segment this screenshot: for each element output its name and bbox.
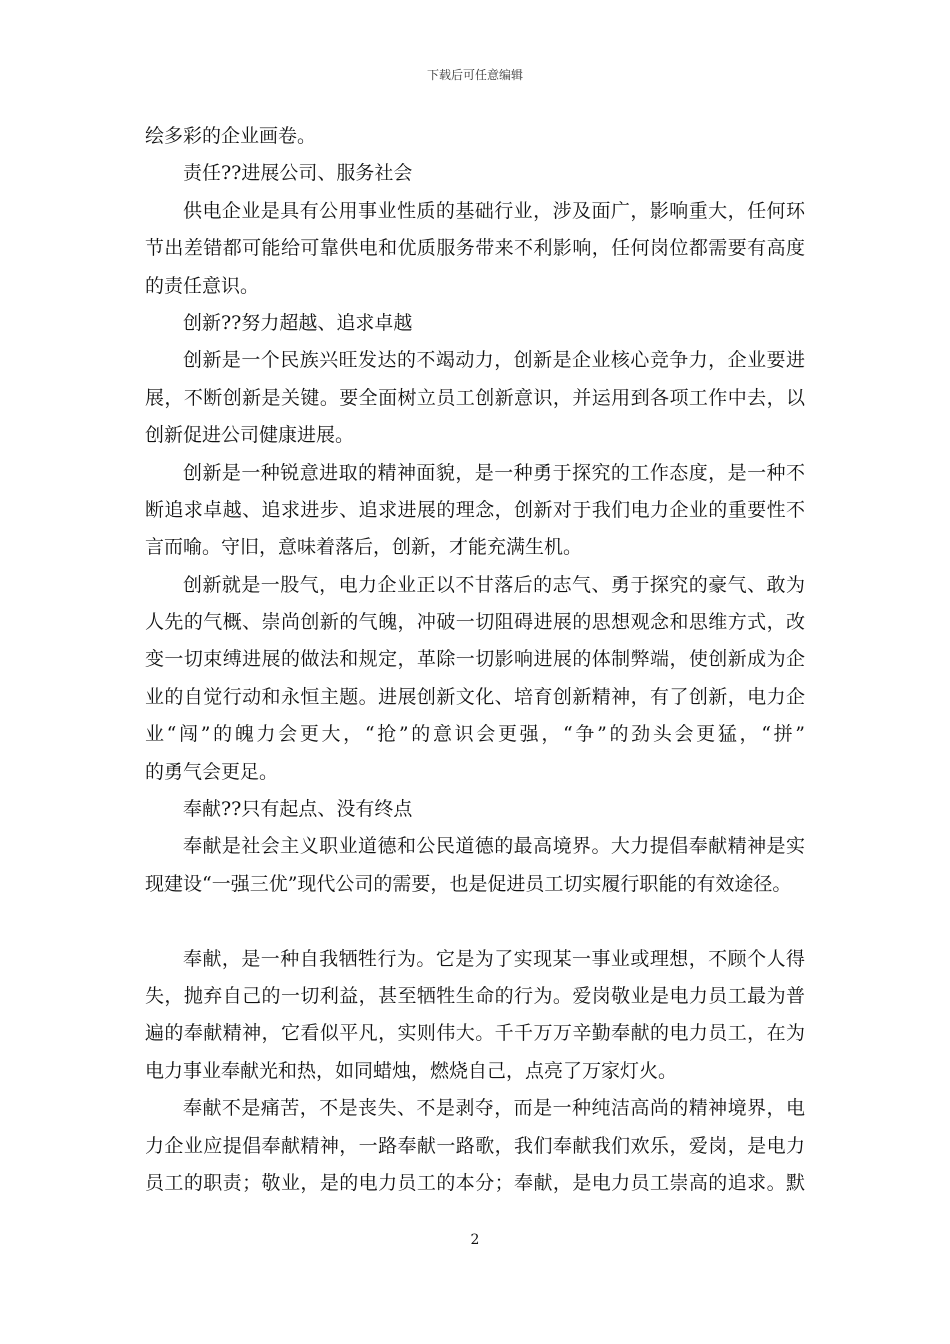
paragraph-line: 展，不断创新是关键。要全面树立员工创新意识，并运用到各项工作中去，以 bbox=[145, 386, 805, 409]
paragraph-line: 的勇气会更足。 bbox=[145, 760, 279, 783]
paragraph-line: 供电企业是具有公用事业性质的基础行业，涉及面广，影响重大，任何环 bbox=[183, 199, 805, 222]
paragraph-line: 遍的奉献精神，它看似平凡，实则伟大。千千万万辛勤奉献的电力员工，在为 bbox=[145, 1022, 805, 1045]
paragraph-line: 人先的气概、崇尚创新的气魄，冲破一切阻碍进展的思想观念和思维方式，改 bbox=[145, 611, 805, 634]
page-number: 2 bbox=[470, 1232, 480, 1248]
paragraph-line: 失，抛弃自己的一切利益，甚至牺牲生命的行为。爱岗敬业是电力员工最为普 bbox=[145, 984, 805, 1007]
paragraph-line: 言而喻。守旧，意味着落后，创新，才能充满生机。 bbox=[145, 536, 583, 559]
paragraph-line: 业的自觉行动和永恒主题。进展创新文化、培育创新精神，有了创新，电力企 bbox=[145, 685, 805, 708]
paragraph-line: 的责任意识。 bbox=[145, 274, 260, 297]
paragraph-line: 力企业应提倡奉献精神，一路奉献一路歌，我们奉献我们欢乐，爱岗，是电力 bbox=[145, 1134, 805, 1157]
paragraph-spacer bbox=[145, 903, 805, 940]
paragraph-line: 员工的职责；敬业，是的电力员工的本分；奉献，是电力员工崇高的追求。默 bbox=[145, 1171, 805, 1194]
paragraph-line: 电力事业奉献光和热，如同蜡烛，燃烧自己，点亮了万家灯火。 bbox=[145, 1059, 678, 1082]
page-header: 下载后可任意编辑 bbox=[426, 68, 523, 82]
paragraph-line: 奉献是社会主义职业道德和公民道德的最高境界。大力提倡奉献精神是实 bbox=[183, 835, 805, 858]
paragraph-line: 业“闯”的魄力会更大，“抢”的意识会更强，“争”的劲头会更猛，“拼” bbox=[145, 723, 805, 746]
paragraph-line: 断追求卓越、追求进步、追求进展的理念，创新对于我们电力企业的重要性不 bbox=[145, 498, 805, 521]
paragraph-line: 创新是一个民族兴旺发达的不竭动力，创新是企业核心竞争力，企业要进 bbox=[183, 349, 805, 372]
section-heading-innovation: 创新??努力超越、追求卓越 bbox=[183, 311, 413, 334]
paragraph-line: 奉献不是痛苦，不是丧失、不是剥夺，而是一种纯洁高尚的精神境界，电 bbox=[183, 1097, 805, 1120]
paragraph-line: 节出差错都可能给可靠供电和优质服务带来不利影响，任何岗位都需要有高度 bbox=[145, 237, 805, 260]
paragraph-line: 变一切束缚进展的做法和规定，革除一切影响进展的体制弊端，使创新成为企 bbox=[145, 648, 805, 671]
document-body bbox=[145, 118, 805, 1202]
paragraph-line: 创新促进公司健康进展。 bbox=[145, 424, 355, 447]
paragraph-line: 创新是一种锐意进取的精神面貌，是一种勇于探究的工作态度，是一种不 bbox=[183, 461, 805, 484]
section-heading-dedication: 奉献??只有起点、没有终点 bbox=[183, 798, 413, 821]
paragraph-line: 绘多彩的企业画卷。 bbox=[145, 125, 317, 147]
paragraph-line: 现建设“一强三优”现代公司的需要，也是促进员工切实履行职能的有效途径。 bbox=[145, 872, 792, 895]
section-heading-responsibility: 责任??进展公司、服务社会 bbox=[183, 162, 413, 185]
paragraph-line: 创新就是一股气，电力企业正以不甘落后的志气、勇于探究的豪气、敢为 bbox=[183, 573, 805, 596]
paragraph-line: 奉献，是一种自我牺牲行为。它是为了实现某一事业或理想，不顾个人得 bbox=[183, 947, 805, 970]
